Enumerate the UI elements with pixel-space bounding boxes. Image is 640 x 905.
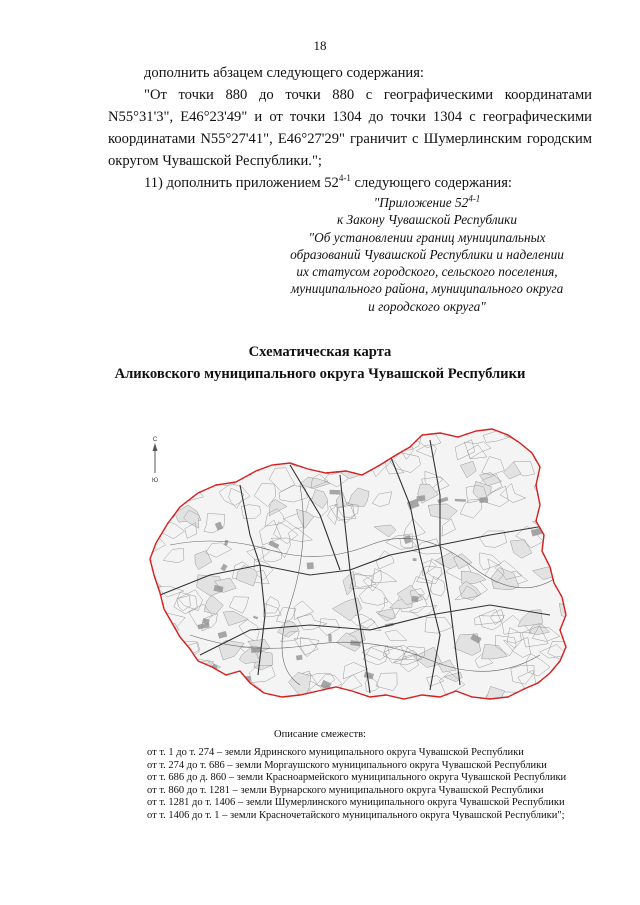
north-arrow (152, 437, 158, 484)
annex-intro-tail: следующего содержания: (350, 175, 512, 191)
paragraph-boundary-points: "От точки 880 до точки 880 с географическими координатами N55°31'3", E46°23'49" и от точки 1304 до точки 1304 с географическими координатами N55°27'41", E46°27'29" граничит с Шумерлинским городским округом Чувашской Республики."; (108, 87, 592, 169)
annex-line: "Об установлении границ муниципальных (308, 229, 546, 245)
annex-number-superscript: 4-1 (338, 173, 351, 184)
annex-line: к Закону Чувашской Республики (336, 212, 518, 228)
map-title (0, 341, 640, 385)
page-number: 18 (313, 38, 327, 53)
south-label: Ю (151, 478, 159, 484)
map-title-line: Аликовского муниципального округа Чувашской Республики (114, 366, 526, 382)
schematic-map (140, 425, 580, 710)
annex-line: муниципального района, муниципального округа (290, 281, 564, 297)
map-title-line: Схематическая карта (248, 344, 392, 360)
adjacency-list (147, 747, 566, 822)
annex-intro-text: 11) дополнить приложением 52 (144, 175, 339, 191)
adjacency-item: от т. 860 до т. 1281 – земли Вурнарского муниципального округа Чувашской Республики (147, 784, 544, 796)
map-interior (140, 425, 580, 710)
annex-line: их статусом городского, сельского поселения, (296, 264, 558, 280)
adjacency-item: от т. 1281 до т. 1406 – земли Шумерлинского муниципального округа Чувашской Республики (147, 797, 565, 808)
adjacency-item: от т. 686 до д. 860 – земли Красноармейского муниципального округа Чувашской Республики (147, 772, 567, 783)
annex-line: и городского округа" (368, 298, 486, 314)
north-label: С (152, 437, 158, 443)
adjacency-item: от т. 1 до т. 274 – земли Ядринского муниципального округа Чувашской Республики (147, 747, 524, 758)
adjacency-item: от т. 1406 до т. 1 – земли Красночетайского муниципального округа Чувашской Республики"; (147, 809, 565, 821)
adjacency-heading: Описание смежеств: (274, 729, 366, 740)
adjacency-item: от т. 274 до т. 686 – земли Моргаушского муниципального округа Чувашской Республики (147, 759, 547, 771)
annex-title-superscript: 4-1 (468, 193, 481, 204)
annex-title (262, 194, 592, 211)
paragraph-add-clause: дополнить абзацем следующего содержания: (144, 65, 424, 81)
map-svg (140, 425, 580, 710)
paragraph-add-annex (108, 172, 592, 194)
annex-title-text: "Приложение 52 (373, 195, 469, 210)
annex-line: образований Чувашской Республики и наделении (290, 246, 564, 262)
annex-header (262, 194, 592, 315)
